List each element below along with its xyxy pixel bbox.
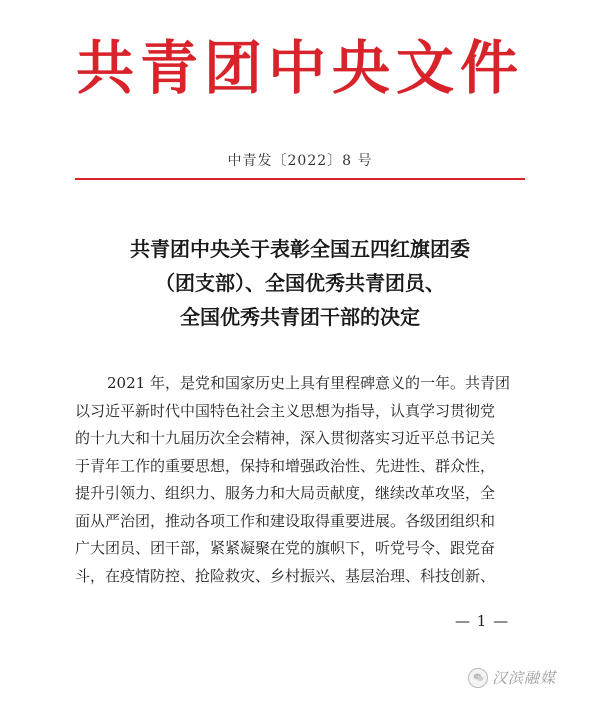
body-line: 以习近平新时代中国特色社会主义思想为指导，认真学习贯彻党 — [75, 401, 496, 420]
body-line: 面从严治团，推动各项工作和建设取得重要进展。各级团组织和 — [75, 511, 496, 530]
page-number: — 1 — — [455, 612, 510, 630]
watermark-text: 汉滨融媒 — [492, 669, 557, 687]
decision-title — [0, 232, 600, 334]
body-line: 广大团员、团干部，紧紧凝聚在党的旗帜下，听党号令、跟党奋 — [75, 539, 496, 557]
document-number: 中青发〔2022〕8 号 — [227, 153, 373, 169]
header-divider — [75, 178, 525, 180]
body-line: 于青年工作的重要思想，保持和增强政治性、先进性、群众性， — [75, 456, 496, 475]
watermark — [468, 667, 556, 688]
body-paragraph — [75, 370, 527, 590]
wechat-icon — [468, 668, 488, 688]
body-line: 2021 年，是党和国家历史上具有里程碑意义的一年。共青团 — [107, 374, 510, 392]
document-header-title: 共青团中央文件 — [75, 34, 524, 102]
decision-title-line: 全国优秀共青团干部的决定 — [180, 305, 420, 329]
body-line: 的十九大和十九届历次全会精神，深入贯彻落实习近平总书记关 — [75, 429, 496, 447]
decision-title-line: 共青团中央关于表彰全国五四红旗团委 — [130, 237, 470, 261]
decision-title-line: （团支部）、全国优秀共青团员、 — [155, 271, 445, 295]
body-line: 提升引领力、组织力、服务力和大局贡献度，继续改革攻坚，全 — [75, 484, 496, 502]
body-line: 斗，在疫情防控、抢险救灾、乡村振兴、基层治理、科技创新、 — [75, 566, 496, 585]
